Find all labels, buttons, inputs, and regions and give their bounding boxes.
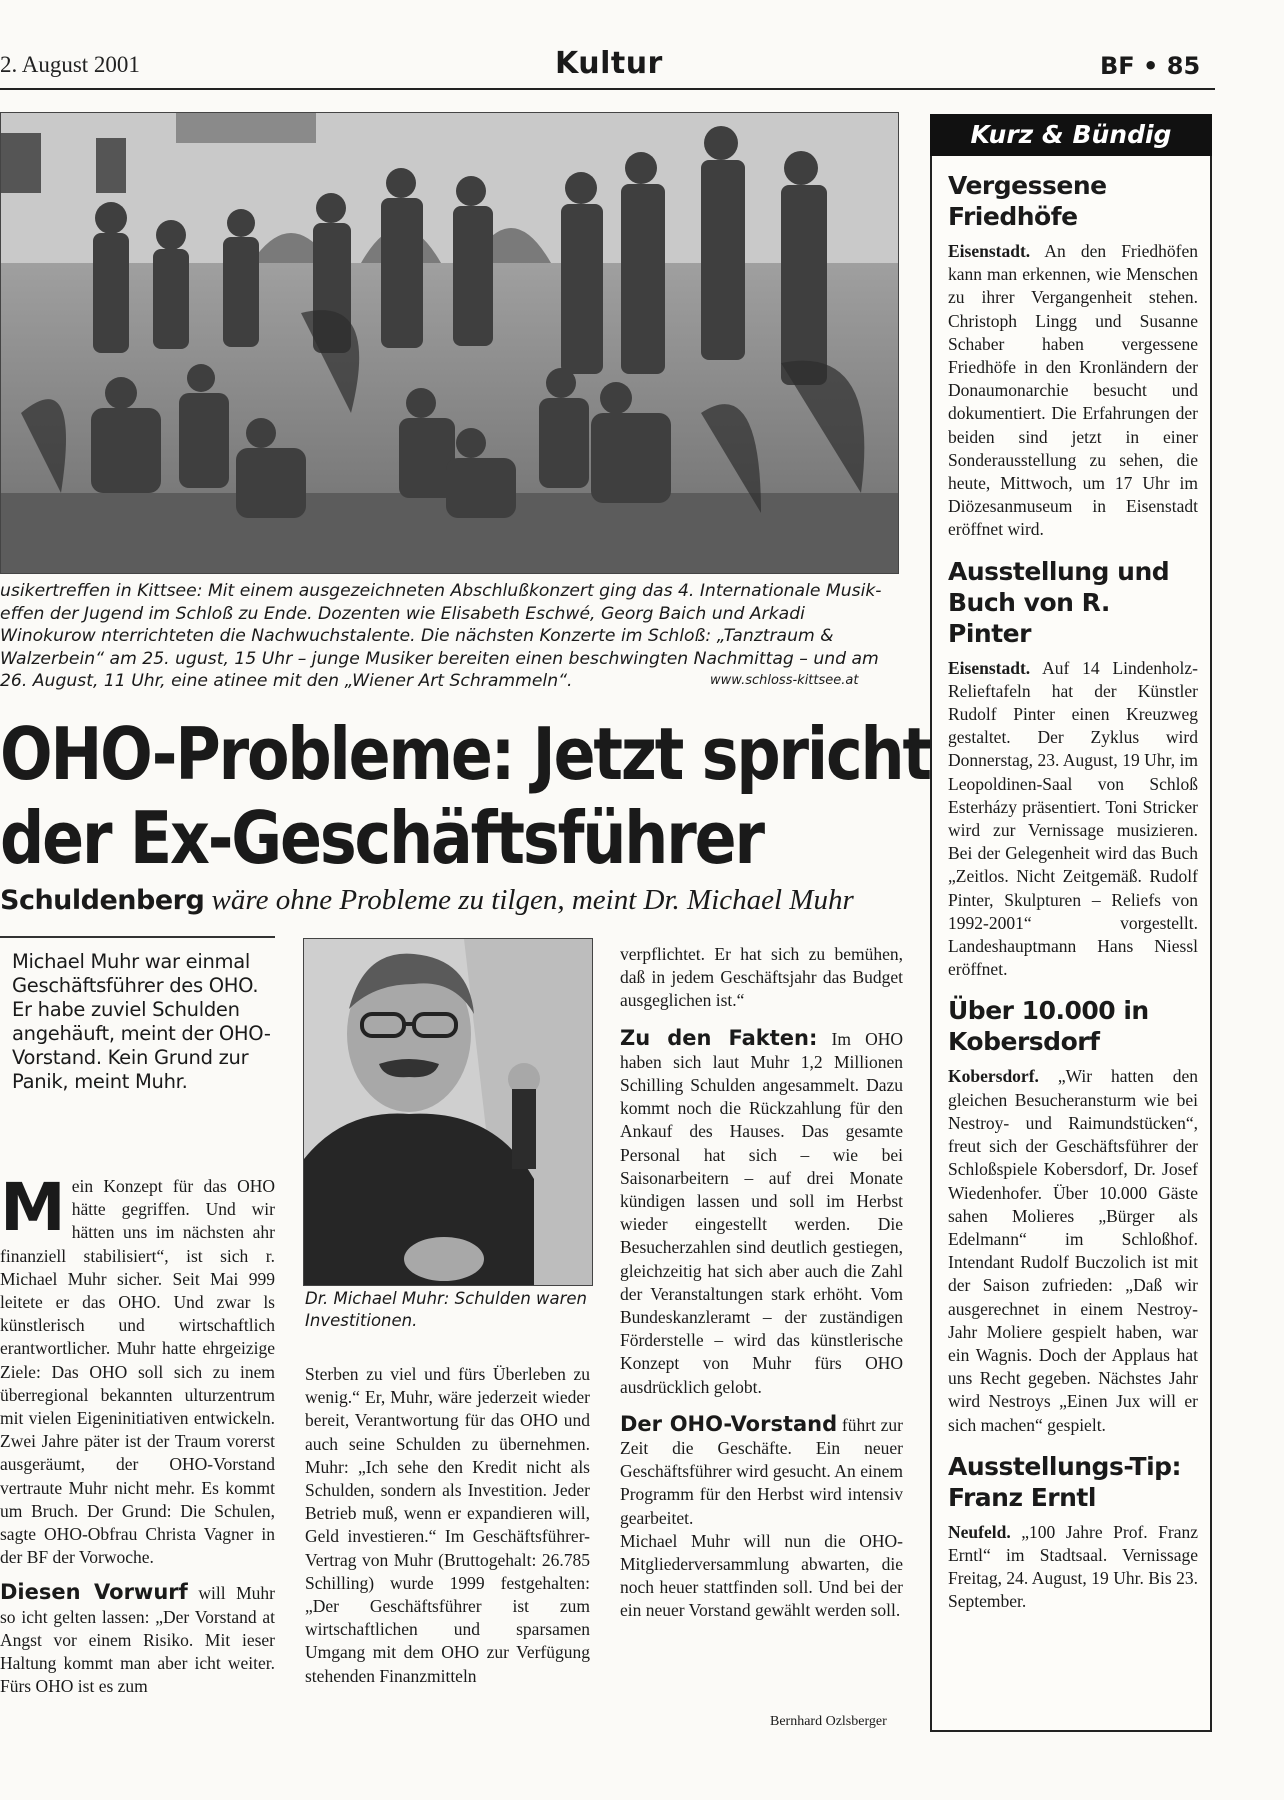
sidebar-item-city: Neufeld. xyxy=(948,1521,1011,1542)
article-paragraph-5 xyxy=(620,1027,903,1399)
article-paragraph-4: verpflichtet. Er hat sich zu bemühen, daß in jedem Geschäftsjahr das Budget ausgeglichen ist.“ xyxy=(620,944,903,1011)
sidebar-item-heading: Über 10.000 in Kobersdorf xyxy=(948,996,1149,1057)
paragraph-5-lead: Zu den Fakten: xyxy=(620,1025,818,1050)
article-column-2 xyxy=(305,1363,590,1688)
sidebar-item-body: „100 Jahre Prof. Franz Erntl“ im Stadtsaal. Vernissage Freitag, 24. August, 19 Uhr. Bis 23. September. xyxy=(948,1521,1198,1612)
sidebar-item xyxy=(948,170,1198,542)
article-intro: Michael Muhr war einmal Geschäftsführer des OHO. Er habe zuviel Schulden angehäuft, meint der OHO-Vorstand. Kein Grund zur Panik, meint Muhr. xyxy=(12,950,271,1093)
sidebar-item xyxy=(948,1451,1198,1614)
page-number: BF • 85 xyxy=(1100,52,1201,80)
section-title: Kultur xyxy=(555,46,663,81)
paragraph-2-lead: Diesen Vorwurf xyxy=(0,1580,188,1605)
issue-date: 2. August 2001 xyxy=(0,52,140,77)
sidebar-item-text xyxy=(948,240,1198,542)
intro-rule xyxy=(0,936,275,938)
article-paragraph-7: Michael Muhr will nun die OHO-Mitgliederversammlung abwarten, die noch heuer stattfinden soll. Und bei der ein neuer Vorstand gewählt werden soll. xyxy=(620,1530,903,1621)
article-paragraph-6 xyxy=(620,1413,903,1530)
sidebar-item xyxy=(948,995,1198,1436)
portrait-caption: Dr. Michael Muhr: Schulden waren Investitionen. xyxy=(305,1289,588,1330)
article-headline xyxy=(0,712,930,880)
sidebar-item-text xyxy=(948,1521,1198,1614)
article-byline: Bernhard Ozlsberger xyxy=(770,1714,887,1729)
subheadline-text: wäre ohne Probleme zu tilgen, meint Dr. Michael Muhr xyxy=(211,884,854,916)
sidebar-item-city: Kobersdorf. xyxy=(948,1066,1039,1087)
group-photo-image xyxy=(1,113,898,573)
sidebar-body xyxy=(948,170,1198,1628)
portrait-image xyxy=(304,939,592,1285)
sidebar-item xyxy=(948,556,1198,982)
sidebar-item-text xyxy=(948,1065,1198,1436)
headline-line-2: der Ex-Geschäftsführer xyxy=(0,796,763,880)
headline-line-1: OHO-Probleme: Jetzt spricht xyxy=(0,712,930,796)
paragraph-6-text: führt zur Zeit die Geschäfte. Ein neuer Geschäftsführer wird gesucht. An einem Programm für den Herbst wird intensiv gearbeitet. xyxy=(620,1414,904,1528)
article-column-3 xyxy=(620,943,903,1623)
photo-caption-url: www.schloss-kittsee.at xyxy=(710,673,859,688)
group-photo xyxy=(0,112,899,574)
article-paragraph-1 xyxy=(0,1169,275,1569)
sidebar-item-city: Eisenstadt. xyxy=(948,657,1031,678)
article-paragraph-3: Sterben zu viel und fürs Überleben zu wenig.“ Er, Muhr, wäre jederzeit wieder bereit, Verantwortung für das OHO und auch seine Schulden zu übernehmen. Muhr: „Ich sehe den Kredit nicht als Schulden, sondern als Investition. Jeder Betrieb muß, wenn er expandieren will, Geld investieren.“ Im Geschäftsführer-Vertrag von Muhr (Bruttogehalt: 26.785 Schilling) wurde 1999 festgehalten: „Der Geschäftsführer ist zum wirtschaftlichen und sparsamen Umgang mit dem OHO zur Verfügung stehenden Finanzmitteln xyxy=(305,1364,590,1686)
sidebar-item-body: An den Friedhöfen kann man erkennen, wie Menschen zu ihrer Vergangenheit stehen. Christoph Lingg und Susanne Schaber haben vergessene Friedhöfe in den Kronländern der Donaumonarchie besucht und dokumentiert. Die Erfahrungen der beiden sind jetzt in einer Sonderausstellung zu sehen, die heute, Mittwoch, um 17 Uhr im Diözesanmuseum in Eisenstadt eröffnet wird. xyxy=(948,241,1198,540)
sidebar-item-body: Auf 14 Lindenholz-Relieftafeln hat der Künstler Rudolf Pinter einen Kreuzweg gestaltet. Der Zyklus wird Donnerstag, 23. August, 19 Uhr, im Leopoldinen-Saal von Schloß Esterházy präsentiert. Toni Stricker wird zur Vernissage musizieren. Bei der Gelegenheit wird das Buch „Zeitlos. Nicht Zeitgemäß. Rudolf Pinter, Skulpturen – Reliefs von 1992-2001“ vorgestellt. Landeshauptmann Hans Niessl eröffnet. xyxy=(948,657,1198,980)
sidebar-item-heading: Ausstellung und Buch von R. Pinter xyxy=(948,556,1170,648)
paragraph-1-text: ein Konzept für das OHO hätte gegriffen. Und wir hätten uns im nächsten ahr finanziell stabilisiert“, ist sich r. Michael Muhr sicher. Seit Mai 999 leitete er das OHO. Und zwar ls künstlerisch und wirtschaftlich erantwortlicher. Muhr hatte ehrgeizige Ziele: Das OHO soll sich zu inem überregional bekannten ulturzentrum mit vielen Eigeninitiativen entwickeln. Zwei Jahre päter ist der Traum vorerst ausgeräumt, der OHO-Vorstand vertraute Muhr nicht mehr. Es kommt um Bruch. Der Grund: Die Schulen, sagte OHO-Obfrau Christa Vagner in der BF der Vorwoche. xyxy=(0,1176,275,1568)
sidebar-item-text xyxy=(948,657,1198,982)
article-subheadline xyxy=(0,884,900,917)
subheadline-kicker: Schuldenberg xyxy=(0,885,205,916)
sidebar-item-heading: Vergessene Friedhöfe xyxy=(948,171,1107,231)
sidebar-item-city: Eisenstadt. xyxy=(948,241,1031,261)
header-rule xyxy=(0,88,1215,90)
photo-caption: usikertreffen in Kittsee: Mit einem ausgezeichneten Abschlußkonzert ging das 4. Internationale Musik-effen der Jugend im Schloß zu Ende. Dozenten wie Elisabeth Eschwé, Georg Baich und Arkadi Winokurow nterrichteten die Nachwuchstalente. Die nächsten Konzerte im Schloß: „Tanztraum & Walzerbein“ am 25. ugust, 15 Uhr – junge Musiker bereiten einen beschwingten Nachmittag – und am 26. August, 11 Uhr, eine atinee mit den „Wiener Art Schrammeln“. xyxy=(0,581,882,692)
sidebar-item-body: „Wir hatten den gleichen Besucheransturm wie bei Nestroy- und Raimundstücken“, freut sich der Geschäftsführer der Schloßspiele Kobersdorf, Dr. Josef Wiedenhofer. Über 10.000 Gäste sahen Molieres „Bürger als Edelmann“ im Schloßhof. Intendant Rudolf Buczolich ist mit der Saison zufrieden: „Daß wir ausgerechnet in einem Nestroy-Jahr Moliere gespielt haben, war ein Wagnis. Doch der Applaus hat uns Recht gegeben. Nächstes Jahr wird Nestroys „Einen Jux will er sich machen“ gespielt. xyxy=(948,1066,1198,1435)
sidebar-item-heading: Ausstellungs-Tip: Franz Erntl xyxy=(948,1451,1182,1512)
dropcap: M xyxy=(0,1169,66,1246)
sidebar-title: Kurz & Bündig xyxy=(930,114,1212,156)
paragraph-6-lead: Der OHO-Vorstand xyxy=(620,1411,838,1436)
article-paragraph-2 xyxy=(0,1581,275,1698)
paragraph-5-text: Im OHO haben sich laut Muhr 1,2 Millionen Schilling Schulden angesammelt. Dazu kommt noch die Rückzahlung für den Ankauf des Hauses. Das gesamte Personal hat sich – wie bei Saisonarbeitern – auf drei Monate kündigen lassen und soll im Herbst wieder eingestellt werden. Die Besucherzahlen sind deutlich gestiegen, gleichzeitig hat sich aber auch die Zahl der Veranstaltungen stark erhöht. Vom Bundeskanzleramt – der zuständigen Förderstelle – wird das künstlerische Konzept von Muhr fürs OHO ausdrücklich gelobt. xyxy=(620,1028,904,1397)
article-column-1 xyxy=(0,1169,275,1698)
portrait-photo xyxy=(303,938,593,1286)
paragraph-2-text: will Muhr so icht gelten lassen: „Der Vorstand at Angst vor einem Risiko. Mit ieser Haltung kommt man aber icht weiter. Fürs OHO ist es zum xyxy=(0,1583,275,1697)
